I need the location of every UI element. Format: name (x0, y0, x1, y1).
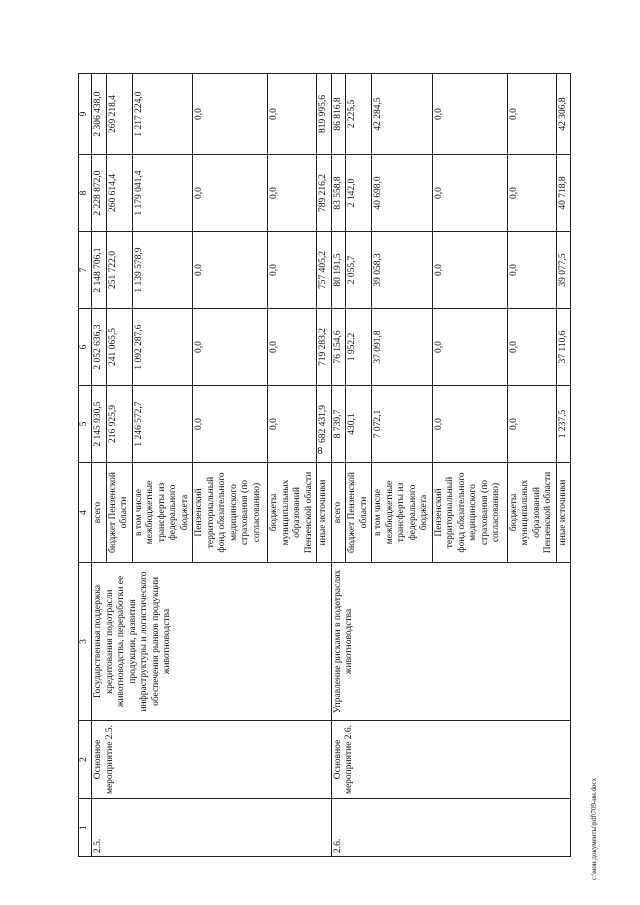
value-cell: 0,0 (507, 232, 556, 309)
value-cell: 1 237,5 (556, 386, 571, 463)
item-number: 2.6. (331, 799, 571, 857)
header-row (79, 74, 92, 857)
item-number: 2.5. (92, 799, 332, 857)
value-cell: 0,0 (432, 74, 507, 155)
value-cell: 216 925,9 (106, 386, 132, 463)
value-cell: 789 216,2 (317, 155, 332, 232)
rotated-table-container (78, 74, 580, 857)
header-cell: 7 (79, 232, 92, 309)
value-cell: 7 072,1 (372, 386, 433, 463)
value-cell: 0,0 (432, 309, 507, 386)
funding-source: бюджет Пензенской области (346, 463, 372, 563)
value-cell: 1 092 287,6 (132, 309, 193, 386)
value-cell: 0,0 (507, 155, 556, 232)
funding-source: Пензенский территориальный фонд обязательного медицинского страхования (по согласованию) (193, 463, 268, 563)
value-cell: 757 405,2 (317, 232, 332, 309)
value-cell: 430,1 (346, 386, 372, 463)
table-row (92, 74, 107, 857)
value-cell: 2 142,0 (346, 155, 372, 232)
value-cell: 1 246 572,7 (132, 386, 193, 463)
measure-name: Основное мероприятие 2.6. (331, 721, 571, 799)
value-cell: 819 995,6 (317, 74, 332, 155)
file-path-footer: c:\мои документы\pdf\709-ин.docx (590, 777, 598, 880)
funding-table (78, 73, 571, 857)
value-cell: 2 052 636,3 (92, 309, 107, 386)
value-cell: 40 718,8 (556, 155, 571, 232)
header-cell: 3 (79, 563, 92, 721)
value-cell: 269 218,4 (106, 74, 132, 155)
value-cell: 0,0 (193, 309, 268, 386)
value-cell: 0,0 (193, 74, 268, 155)
value-cell: 2 225,5 (346, 74, 372, 155)
value-cell: 241 065,5 (106, 309, 132, 386)
header-cell: 2 (79, 721, 92, 799)
value-cell: 0,0 (268, 232, 317, 309)
value-cell: 682 431,9 (317, 386, 332, 463)
value-cell: 0,0 (432, 155, 507, 232)
value-cell: 0,0 (268, 386, 317, 463)
value-cell: 2 055,7 (346, 232, 372, 309)
page-number: 8 (317, 446, 323, 457)
value-cell: 0,0 (193, 386, 268, 463)
value-cell: 0,0 (507, 309, 556, 386)
funding-source: бюджеты муниципальных образований Пензенской области (268, 463, 317, 563)
value-cell: 0,0 (268, 74, 317, 155)
funding-source: Пензенский территориальный фонд обязательного медицинского страхования (по согласованию) (432, 463, 507, 563)
funding-source: иные источники (556, 463, 571, 563)
funding-source: в том числе межбюджетные трансферты из федерального бюджета (372, 463, 433, 563)
value-cell: 39 058,3 (372, 232, 433, 309)
value-cell: 2 228 872,0 (92, 155, 107, 232)
value-cell: 0,0 (268, 155, 317, 232)
value-cell: 1 139 578,9 (132, 232, 193, 309)
value-cell: 0,0 (193, 155, 268, 232)
funding-source: всего (92, 463, 107, 563)
header-cell: 9 (79, 74, 92, 155)
measure-title: Государственная поддержка кредитования подотрасли животноводства, переработки ее продукции, развития инфраструктуры и логистического обеспечения рынков продукции животноводства (92, 563, 332, 721)
value-cell: 80 191,5 (331, 232, 346, 309)
value-cell: 0,0 (507, 74, 556, 155)
value-cell: 2 148 706,1 (92, 232, 107, 309)
header-cell: 8 (79, 155, 92, 232)
header-cell: 5 (79, 386, 92, 463)
funding-source: бюджеты муниципальных образований Пензенской области (507, 463, 556, 563)
value-cell: 86 816,8 (331, 74, 346, 155)
value-cell: 37 110,6 (556, 309, 571, 386)
value-cell: 0,0 (432, 232, 507, 309)
header-cell: 1 (79, 799, 92, 857)
value-cell: 8 739,7 (331, 386, 346, 463)
value-cell: 1 952,2 (346, 309, 372, 386)
value-cell: 1 179 041,4 (132, 155, 193, 232)
value-cell: 83 558,8 (331, 155, 346, 232)
value-cell: 42 306,8 (556, 74, 571, 155)
value-cell: 76 154,6 (331, 309, 346, 386)
value-cell: 719 283,2 (317, 309, 332, 386)
value-cell: 251 722,0 (106, 232, 132, 309)
value-cell: 1 217 224,0 (132, 74, 193, 155)
table-row (331, 74, 346, 857)
funding-source: в том числе межбюджетные трансферты из федерального бюджета (132, 463, 193, 563)
measure-title: Управление рисками в подотраслях животноводства (331, 563, 571, 721)
value-cell: 260 614,4 (106, 155, 132, 232)
value-cell: 37 091,8 (372, 309, 433, 386)
value-cell: 2 145 930,5 (92, 386, 107, 463)
funding-source: всего (331, 463, 346, 563)
measure-name: Основное мероприятие 2.5. (92, 721, 332, 799)
header-cell: 4 (79, 463, 92, 563)
value-cell: 39 077,5 (556, 232, 571, 309)
value-cell: 42 284,5 (372, 74, 433, 155)
value-cell: 2 306 438,0 (92, 74, 107, 155)
funding-source: иные источники (317, 463, 332, 563)
value-cell: 0,0 (432, 386, 507, 463)
header-cell: 6 (79, 309, 92, 386)
value-cell: 0,0 (193, 232, 268, 309)
funding-source: бюджет Пензенской области (106, 463, 132, 563)
value-cell: 0,0 (268, 309, 317, 386)
value-cell: 0,0 (507, 386, 556, 463)
value-cell: 40 698,0 (372, 155, 433, 232)
